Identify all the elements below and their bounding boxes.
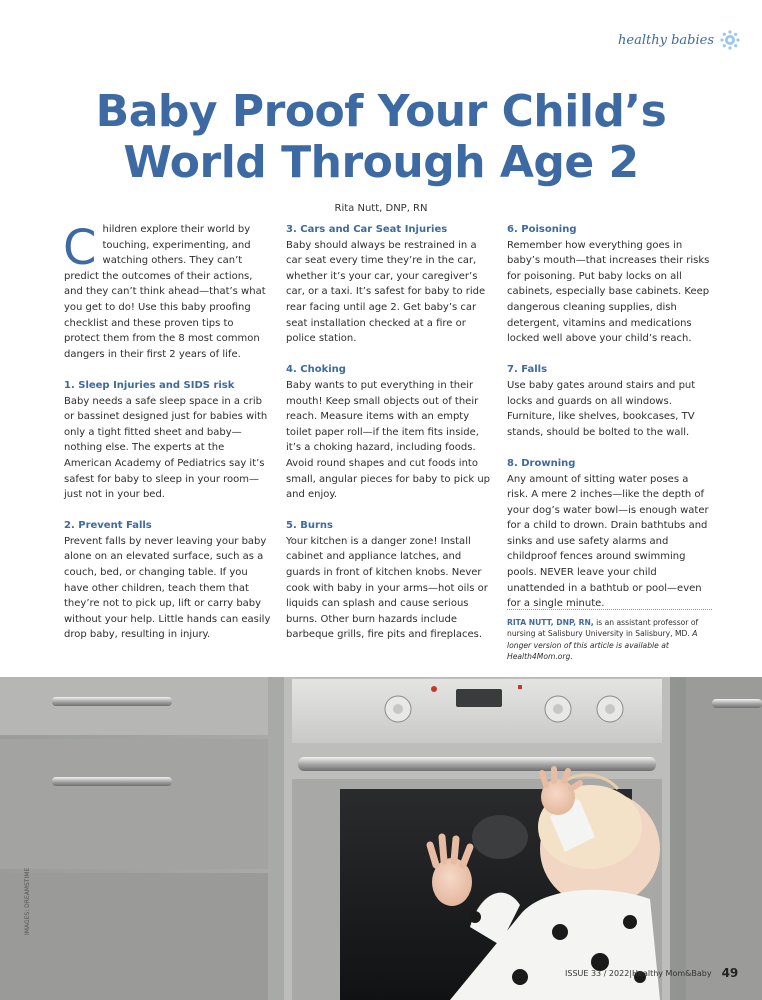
- bio-text: is an assistant professor of nursing at Salisbury University in Salisbury, MD.: [507, 618, 699, 639]
- title-line-2: World Through Age 2: [123, 137, 639, 188]
- photo-illustration: [0, 677, 762, 1000]
- section-body: Baby needs a safe sleep space in a crib or bassinet designed just for babies with only a tight fitted sheet and baby—nothing else. The experts at the American Academy of Pediatrics say it’s safest for baby to sleep in your room—just not in your bed.: [64, 395, 268, 501]
- section-tag: [618, 30, 740, 50]
- issue-label: ISSUE 33 / 2022: [565, 968, 630, 978]
- section-heading: 2. Prevent Falls: [64, 520, 152, 532]
- section-body: Your kitchen is a danger zone! Install cabinet and appliance latches, and guards in front of kitchen knobs. Never cook with baby in your arms—hot oils or liquids can splash and cause serious burns. Other burn hazards include barbeque grills, fire pits and fireplaces.: [286, 535, 488, 641]
- bio-note: A longer version of this article is available at Health4Mom.org.: [507, 629, 698, 662]
- author-bio: [507, 617, 712, 663]
- page-number: 49: [721, 966, 739, 980]
- section-body: Any amount of sitting water poses a risk. A mere 2 inches—like the depth of your dog’s water bowl—is enough water for a child to drown. Drain bathtubs and sinks and use safety alarms and childproof fences around swimming pools. NEVER leave your child unattended in a bathtub or pool—even for a single minute.: [507, 473, 709, 610]
- column-3: [507, 222, 712, 612]
- page-footer: [565, 966, 738, 980]
- bio-name: RITA NUTT, DNP, RN,: [507, 618, 594, 627]
- section-body: Prevent falls by never leaving your baby alone on an elevated surface, such as a couch, bed, or changing table. If you have other children, teach them that they’re not to pick up, lift or carry baby without your help. Little hands can easily drop baby, resulting in injury.: [64, 535, 271, 641]
- section-heading: 1. Sleep Injuries and SIDS risk: [64, 379, 235, 391]
- column-2: [286, 222, 492, 643]
- magazine-name: Healthy Mom&Baby: [632, 968, 712, 978]
- column-1: [64, 222, 272, 643]
- photo-credit-text: IMAGES: DREAMSTIME: [24, 867, 31, 935]
- bio-divider: [507, 609, 712, 610]
- article-title: [0, 86, 762, 188]
- section-heading: 6. Poisoning: [507, 224, 577, 235]
- section-heading: 8. Drowning: [507, 457, 576, 469]
- section-heading: 7. Falls: [507, 364, 548, 376]
- section-heading: 4. Choking: [286, 364, 346, 376]
- title-line-1: Baby Proof Your Child’s: [95, 86, 667, 137]
- section-heading: 5. Burns: [286, 520, 333, 532]
- section-body: Use baby gates around stairs and put locks and guards on all windows. Furniture, like shelves, bookcases, TV stands, should be bolted to the wall.: [507, 379, 696, 438]
- intro-paragraph: [64, 222, 272, 362]
- intro-text: hildren explore their world by touching, experimenting, and watching others. They can’t predict the outcomes of their actions, and they can’t think ahead—that’s what you get to do! Use this baby proofing checklist and these proven tips to protect them from the 8 most common dangers in their first 2 years of life.: [64, 224, 266, 360]
- section-tag-label: healthy babies: [618, 32, 714, 48]
- section-heading: 3. Cars and Car Seat Injuries: [286, 224, 448, 235]
- section-body: Remember how everything goes in baby’s mouth—that increases their risks for poisoning. Put baby locks on all cabinets, especially base cabinets. Keep dangerous cleaning supplies, dish detergent, vitamins and medications locked well above your child’s reach.: [507, 239, 710, 345]
- byline: Rita Nutt, DNP, RN: [334, 203, 428, 214]
- drop-cap: C: [63, 220, 97, 276]
- footer-separator: |: [629, 968, 632, 978]
- section-body: Baby should always be restrained in a car seat every time they’re in the car, whether it’s your car, your caregiver’s car, or a taxi. It’s safest for baby to ride rear facing until age 2. Get baby’s car seat installation checked at a fire or police station.: [286, 239, 486, 345]
- photo-credit: [24, 845, 34, 935]
- section-body: Baby wants to put everything in their mouth! Keep small objects out of their reach. Measure items with an empty toilet paper roll—if the item fits inside, it’s a choking hazard, including foods. Avoid round shapes and cut foods into small, angular pieces for baby to pick up and enjoy.: [286, 379, 491, 501]
- sun-icon: [720, 30, 740, 50]
- oven-baby-photo: [0, 677, 762, 1000]
